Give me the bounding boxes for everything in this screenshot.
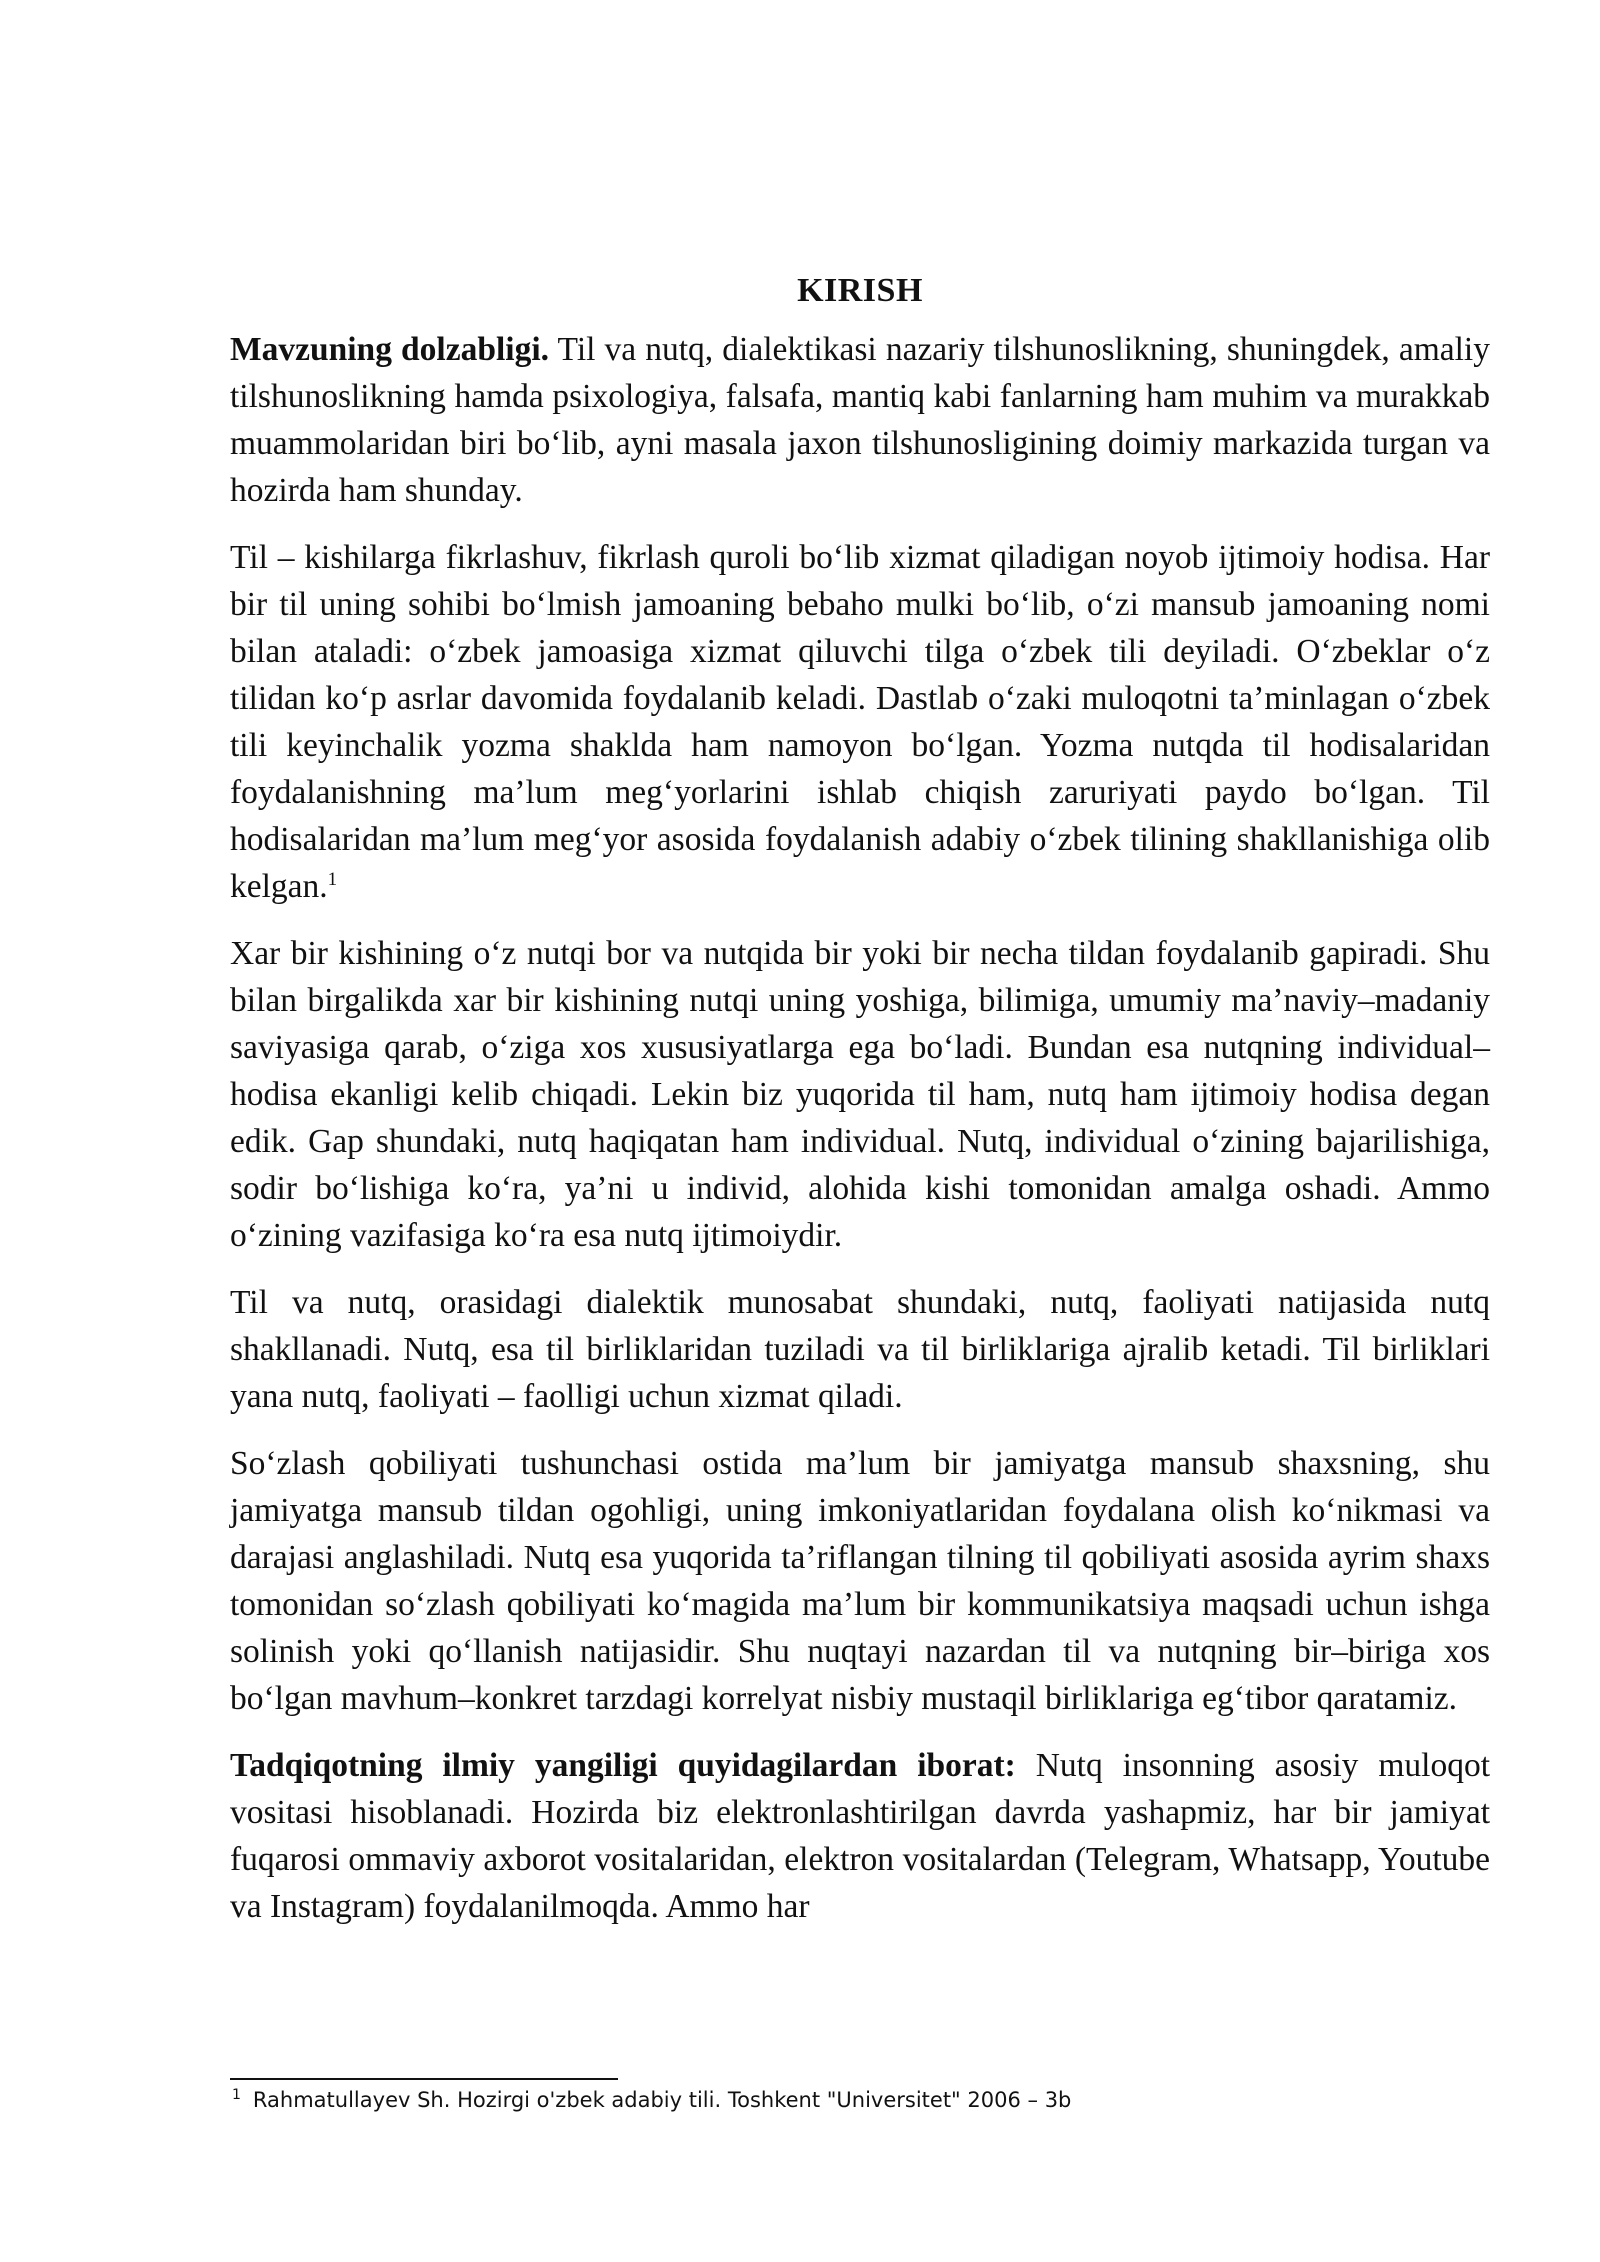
dialectic-relation-text: Til va nutq, orasidagi dialektik munosabat shundaki, nutq, faoliyati natijasida nutq shakllanadi. Nutq, esa til birliklaridan tuziladi va til birliklariga ajralib ketadi. Til birliklari yana nutq, faoliyati – faolligi uchun xizmat qiladi.	[230, 1284, 1490, 1415]
document-page	[230, 268, 1490, 1950]
paragraph-scientific-novelty	[230, 1742, 1490, 1930]
paragraph-relevance	[230, 326, 1490, 514]
scientific-novelty-heading: Tadqiqotning ilmiy yangiligi quyidagilardan iborat:	[230, 1747, 1016, 1784]
footnote	[232, 2084, 1472, 2116]
paragraph-language-definition	[230, 534, 1490, 910]
relevance-text: Til va nutq, dialektikasi nazariy tilshunoslikning, shuningdek, amaliy tilshunoslikning hamda psixologiya, falsafa, mantiq kabi fanlarning ham muhim va murakkab muammolaridan biri bo‘lib, ayni masala jaxon tilshunosligining doimiy markazida turgan va hozirda ham shunday.	[230, 331, 1490, 509]
paragraph-dialectic-relation	[230, 1279, 1490, 1420]
paragraph-speech-ability	[230, 1440, 1490, 1722]
footnote-separator	[230, 2078, 618, 2080]
individual-speech-text: Xar bir kishining o‘z nutqi bor va nutqida bir yoki bir necha tildan foydalanib gapiradi. Shu bilan birgalikda xar bir kishining nutqi uning yoshiga, bilimiga, umumiy ma’naviy–madaniy saviyasiga qarab, o‘ziga xos xususiyatlarga ega bo‘ladi. Bundan esa nutqning individual–hodisa ekanligi kelib chiqadi. Lekin biz yuqorida til ham, nutq ham ijtimoiy hodisa degan edik. Gap shundaki, nutq haqiqatan ham individual. Nutq, individual o‘zining bajarilishiga, sodir bo‘lishiga ko‘ra, ya’ni u individ, alohida kishi tomonidan amalga oshadi. Ammo o‘zining vazifasiga ko‘ra esa nutq ijtimoiydir.	[230, 935, 1490, 1254]
speech-ability-text: So‘zlash qobiliyati tushunchasi ostida ma’lum bir jamiyatga mansub shaxsning, shu jamiyatga mansub tildan ogohligi, uning imkoniyatlaridan foydalana olish ko‘nikmasi va darajasi anglashiladi. Nutq esa yuqorida ta’riflangan tilning til qobiliyati asosida ayrim shaxs tomonidan so‘zlash qobiliyati ko‘magida ma’lum bir kommunikatsiya maqsadi uchun ishga solinish yoki qo‘llanish natijasidir. Shu nuqtayi nazardan til va nutqning bir–biriga xos bo‘lgan mavhum–konkret tarzdagi korrelyat nisbiy mustaqil birliklariga eg‘tibor qaratamiz.	[230, 1445, 1490, 1717]
paragraph-individual-speech	[230, 930, 1490, 1259]
relevance-heading: Mavzuning dolzabligi.	[230, 331, 550, 368]
page-title: KIRISH	[797, 272, 923, 309]
footnote-number: 1	[232, 2087, 241, 2103]
footnote-text: Rahmatullayev Sh. Hozirgi o'zbek adabiy tili. Toshkent "Universitet" 2006 – 3b	[252, 2088, 1072, 2112]
footnote-reference[interactable]: 1	[327, 868, 338, 890]
scientific-novelty-text: Nutq insonning asosiy muloqot vositasi hisoblanadi. Hozirda biz elektronlashtirilgan davrda yashapmiz, har bir jamiyat fuqarosi ommaviy axborot vositalaridan, elektron vositalardan (Telegram, Whatsapp, Youtube va Instagram) foydalanilmoqda. Ammo har	[230, 1747, 1490, 1925]
language-definition-text: Til – kishilarga fikrlashuv, fikrlash quroli bo‘lib xizmat qiladigan noyob ijtimoiy hodisa. Har bir til uning sohibi bo‘lmish jamoaning bebaho mulki bo‘lib, o‘zi mansub jamoaning nomi bilan ataladi: o‘zbek jamoasiga xizmat qiluvchi tilga o‘zbek tili deyiladi. O‘zbeklar o‘z tilidan ko‘p asrlar davomida foydalanib keladi. Dastlab o‘zaki muloqotni ta’minlagan o‘zbek tili keyinchalik yozma shaklda ham namoyon bo‘lgan. Yozma nutqda til hodisalaridan foydalanishning ma’lum meg‘yorlarini ishlab chiqish zaruriyati paydo bo‘lgan. Til hodisalaridan ma’lum meg‘yor asosida foydalanish adabiy o‘zbek tilining shakllanishiga olib kelgan.	[230, 539, 1490, 905]
